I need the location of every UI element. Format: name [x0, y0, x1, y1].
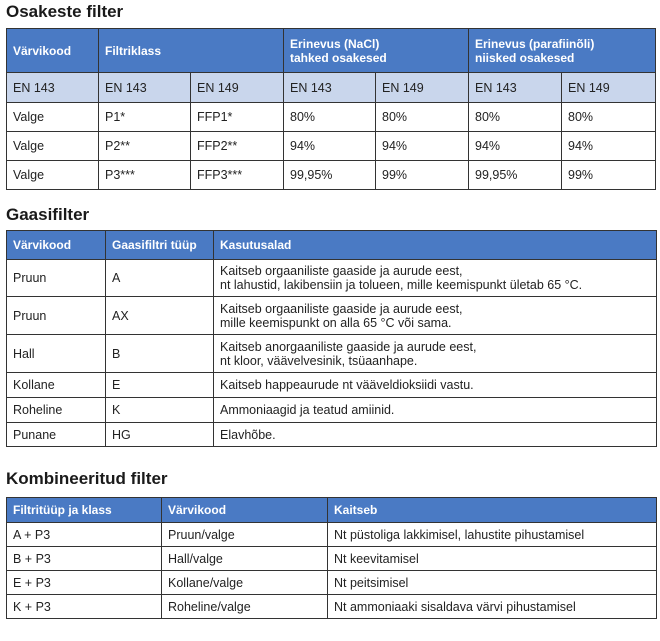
- table-cell: Nt keevitamisel: [328, 547, 657, 571]
- use-line2: nt kloor, väävelvesinik, tsüaanhape.: [220, 353, 418, 368]
- header-color-code: Värvikood: [162, 498, 328, 523]
- table-cell: 99%: [562, 161, 656, 190]
- table-row: [7, 398, 657, 423]
- header-paraffin-line2: niisked osakesed: [475, 50, 575, 65]
- table-cell: K: [106, 398, 214, 423]
- table-row: [7, 523, 657, 547]
- table-cell: Punane: [7, 423, 106, 447]
- table-cell: 80%: [376, 103, 469, 132]
- table-cell: AX: [106, 297, 214, 335]
- table-cell: 99,95%: [284, 161, 376, 190]
- table-cell: Kollane/valge: [162, 571, 328, 595]
- header-paraffin: [469, 29, 656, 73]
- table-cell: FFP3***: [191, 161, 284, 190]
- table-cell: 99%: [376, 161, 469, 190]
- table-cell: FFP1*: [191, 103, 284, 132]
- header-filter-type-class: Filtritüüp ja klass: [7, 498, 162, 523]
- header-uses: Kasutusalad: [214, 231, 657, 260]
- use-line1: Kaitseb orgaaniliste gaaside ja aurude eest,: [220, 264, 463, 278]
- combined-filter-table: [6, 497, 657, 619]
- gas-filter-table: [6, 230, 657, 447]
- gas-filter-title: Gaasifilter: [6, 205, 90, 224]
- table-row: [7, 423, 657, 447]
- header-nacl: [284, 29, 469, 73]
- table-row: [7, 373, 657, 398]
- particle-header-row: [7, 29, 656, 73]
- particle-subheader-row: [7, 73, 656, 103]
- table-cell: P1*: [99, 103, 191, 132]
- combined-header-row: [7, 498, 657, 523]
- use-line1: Kaitseb orgaaniliste gaaside ja aurude eest,: [220, 301, 463, 316]
- gas-header-row: [7, 231, 657, 260]
- use-line1: Kaitseb anorgaaniliste gaaside ja aurude eest,: [220, 339, 477, 354]
- table-cell: Elavhõbe.: [214, 423, 657, 447]
- subheader-cell: EN 143: [284, 73, 376, 103]
- table-row: [7, 161, 656, 190]
- subheader-cell: EN 149: [191, 73, 284, 103]
- table-cell: Pruun/valge: [162, 523, 328, 547]
- header-nacl-line1: Erinevus (NaCl): [290, 36, 380, 51]
- table-cell: 80%: [469, 103, 562, 132]
- table-cell: P3***: [99, 161, 191, 190]
- table-cell: 80%: [284, 103, 376, 132]
- use-line2: mille keemispunkt on alla 65 °C või sama.: [220, 315, 452, 330]
- table-cell: Roheline: [7, 398, 106, 423]
- use-line2: nt lahustid, lakibensiin ja tolueen, mille keemispunkt ületab 65 °C.: [220, 278, 583, 292]
- table-cell: B + P3: [7, 547, 162, 571]
- table-cell: B: [106, 335, 214, 373]
- header-color-code: Värvikood: [7, 231, 106, 260]
- table-row: [7, 547, 657, 571]
- table-cell: Nt ammoniaaki sisaldava värvi pihustamisel: [328, 595, 657, 619]
- particle-filter-table: [6, 28, 656, 190]
- header-protects: Kaitseb: [328, 498, 657, 523]
- table-cell: Ammoniaagid ja teatud amiinid.: [214, 398, 657, 423]
- table-cell: E: [106, 373, 214, 398]
- header-paraffin-line1: Erinevus (parafiinõli): [475, 36, 595, 51]
- table-cell: Hall/valge: [162, 547, 328, 571]
- table-row: [7, 571, 657, 595]
- subheader-cell: EN 149: [376, 73, 469, 103]
- table-cell: Valge: [7, 132, 99, 161]
- table-row: [7, 297, 657, 335]
- header-filter-class: Filtriklass: [99, 29, 284, 73]
- table-cell: HG: [106, 423, 214, 447]
- table-cell: Nt püstoliga lakkimisel, lahustite pihustamisel: [328, 523, 657, 547]
- table-cell: 94%: [376, 132, 469, 161]
- table-cell: 94%: [562, 132, 656, 161]
- table-row: [7, 260, 657, 297]
- table-cell: 99,95%: [469, 161, 562, 190]
- table-cell: A: [106, 260, 214, 297]
- table-cell: Nt peitsimisel: [328, 571, 657, 595]
- table-cell: Valge: [7, 103, 99, 132]
- table-cell: Kollane: [7, 373, 106, 398]
- table-cell: Pruun: [7, 297, 106, 335]
- use-cell: [214, 297, 657, 335]
- use-cell: [214, 335, 657, 373]
- table-cell: P2**: [99, 132, 191, 161]
- table-cell: Pruun: [7, 260, 106, 297]
- subheader-cell: EN 143: [7, 73, 99, 103]
- combined-filter-title: Kombineeritud filter: [6, 469, 168, 488]
- table-cell: Hall: [7, 335, 106, 373]
- subheader-cell: EN 143: [99, 73, 191, 103]
- particle-filter-title: Osakeste filter: [6, 2, 124, 21]
- table-cell: 80%: [562, 103, 656, 132]
- table-cell: Valge: [7, 161, 99, 190]
- subheader-cell: EN 143: [469, 73, 562, 103]
- table-row: [7, 595, 657, 619]
- header-gas-type: Gaasifiltri tüüp: [106, 231, 214, 260]
- use-cell: [214, 260, 657, 297]
- table-row: [7, 335, 657, 373]
- table-cell: A + P3: [7, 523, 162, 547]
- table-cell: 94%: [284, 132, 376, 161]
- table-cell: 94%: [469, 132, 562, 161]
- table-cell: Kaitseb happeaurude nt vääveldioksiidi vastu.: [214, 373, 657, 398]
- table-row: [7, 132, 656, 161]
- subheader-cell: EN 149: [562, 73, 656, 103]
- table-cell: E + P3: [7, 571, 162, 595]
- header-nacl-line2: tahked osakesed: [290, 50, 387, 65]
- table-row: [7, 103, 656, 132]
- table-cell: FFP2**: [191, 132, 284, 161]
- header-color-code: Värvikood: [7, 29, 99, 73]
- table-cell: Roheline/valge: [162, 595, 328, 619]
- table-cell: K + P3: [7, 595, 162, 619]
